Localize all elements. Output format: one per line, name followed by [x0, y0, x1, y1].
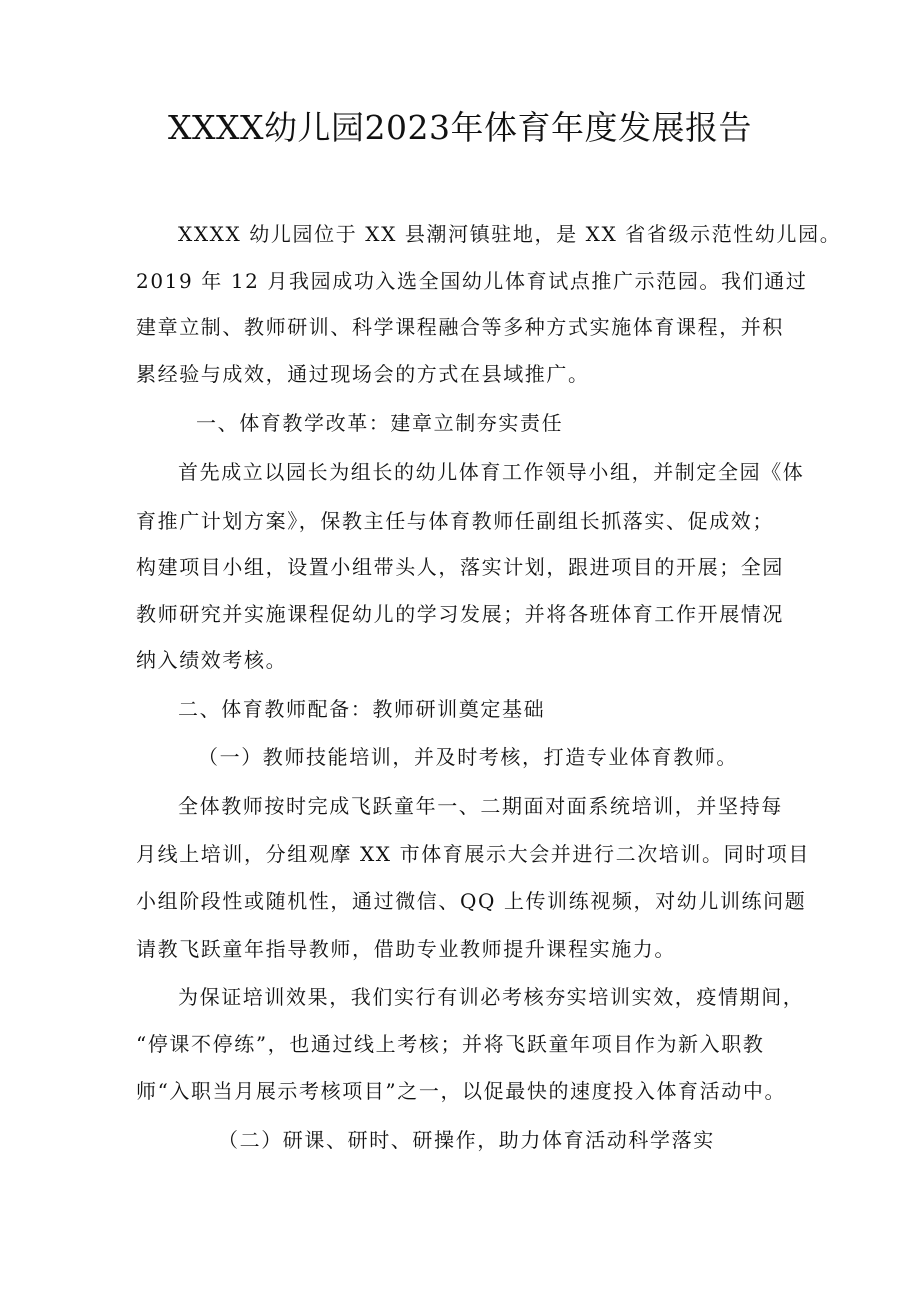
paragraph-line: 构建项目小组，设置小组带头人，落实计划，跟进项目的开展；全园	[136, 555, 784, 579]
paragraph-line: 育推广计划方案》，保教主任与体育教师任副组长抓落实、促成效；	[136, 509, 774, 533]
paragraph-line: 累经验与成效，通过现场会的方式在县域推广。	[136, 362, 590, 386]
paragraph-line: 小组阶段性或随机性，通过微信、QQ 上传训练视频，对幼儿训练问题	[136, 889, 807, 913]
paragraph-line: 师“入职当月展示考核项目”之一，以促最快的速度投入体育活动中。	[136, 1079, 787, 1103]
section-heading: 一、体育教学改革：建章立制夯实责任	[196, 411, 564, 435]
paragraph-line: 建章立制、教师研训、科学课程融合等多种方式实施体育课程，并积	[136, 315, 784, 339]
paragraph-line: 全体教师按时完成飞跃童年一、二期面对面系统培训，并坚持每	[178, 794, 783, 818]
document-title: XXXX幼儿园2023年体育年度发展报告	[168, 108, 752, 147]
paragraph-line: 为保证培训效果，我们实行有训必考核夯实培训实效，疫情期间，	[178, 985, 805, 1009]
paragraph-line: XXXX 幼儿园位于 XX 县潮河镇驻地，是 XX 省省级示范性幼儿园。	[178, 222, 842, 246]
paragraph-line: 教师研究并实施课程促幼儿的学习发展；并将各班体育工作开展情况	[136, 602, 784, 626]
section-heading: 二、体育教师配备：教师研训奠定基础	[178, 697, 546, 721]
paragraph-line: 2019 年 12 月我园成功入选全国幼儿体育试点推广示范园。我们通过	[136, 269, 808, 293]
paragraph-line: 请教飞跃童年指导教师，借助专业教师提升课程实施力。	[136, 937, 676, 961]
subsection-heading: （二）研课、研时、研操作，助力体育活动科学落实	[218, 1128, 715, 1152]
paragraph-line: 首先成立以园长为组长的幼儿体育工作领导小组，并制定全园《体	[178, 460, 805, 484]
paragraph-line: 纳入绩效考核。	[136, 648, 288, 672]
paragraph-line: 月线上培训，分组观摩 XX 市体育展示大会并进行二次培训。同时项目	[136, 842, 810, 866]
paragraph-line: “停课不停练”，也通过线上考核；并将飞跃童年项目作为新入职教	[136, 1032, 765, 1056]
subsection-heading: （一）教师技能培训，并及时考核，打造专业体育教师。	[198, 745, 738, 769]
